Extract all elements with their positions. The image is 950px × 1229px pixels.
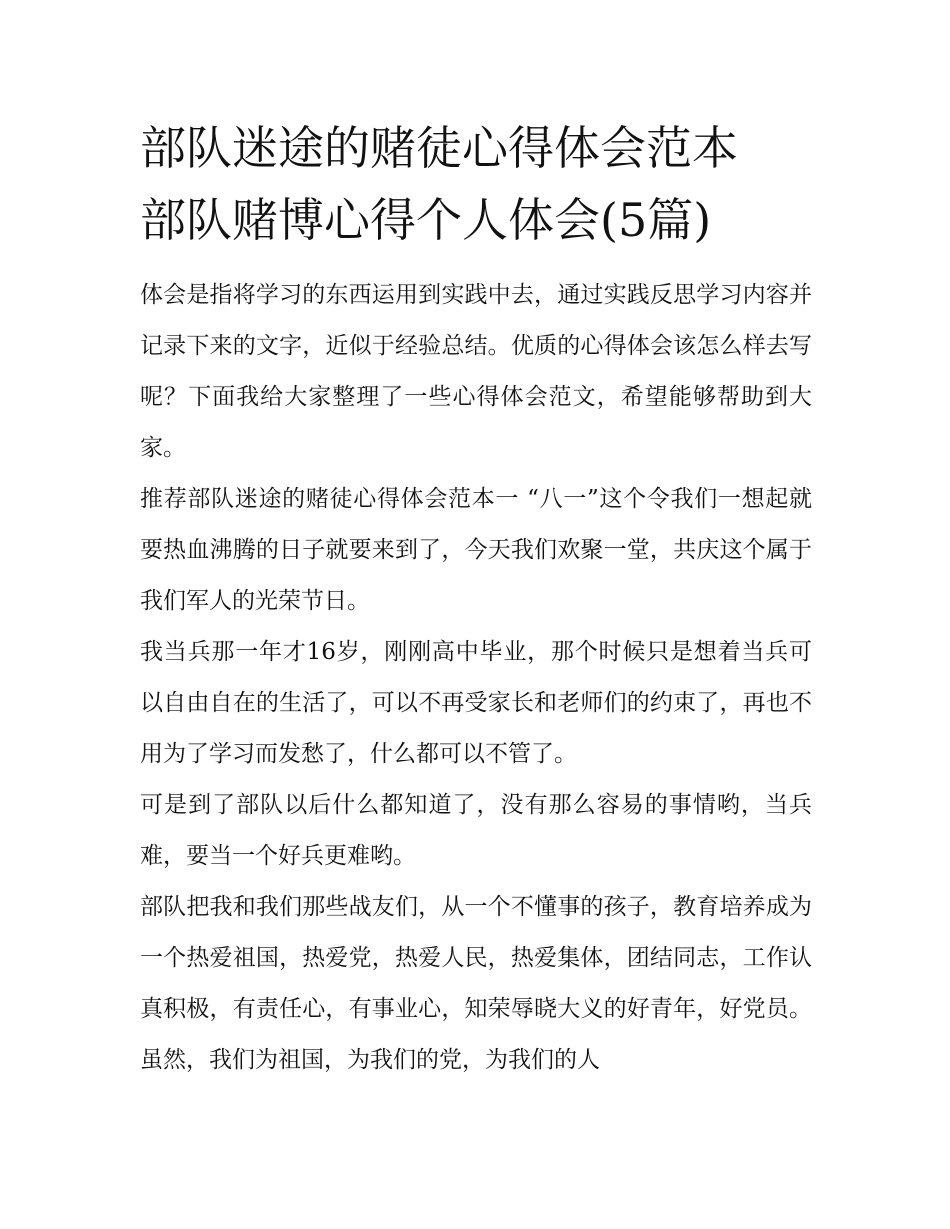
document-page <box>140 112 812 1086</box>
document-body <box>140 270 812 1086</box>
paragraph-2: 推荐部队迷途的赌徒心得体会范本一 “八一”这个令我们一想起就要热血沸腾的日子就要来到了，今天我们欢聚一堂，共庆这个属于我们军人的光荣节日。 <box>140 486 812 614</box>
paragraph-3: 我当兵那一年才16岁，刚刚高中毕业，那个时候只是想着当兵可以自由自在的生活了，可以不再受家长和老师们的约束了，再也不用为了学习而发愁了，什么都可以不管了。 <box>140 639 812 767</box>
paragraph-5: 部队把我和我们那些战友们，从一个不懂事的孩子，教育培养成为一个热爱祖国，热爱党，热爱人民，热爱集体，团结同志，工作认真积极，有责任心，有事业心，知荣辱晓大义的好青年，好党员。虽然，我们为祖国，为我们的党，为我们的人 <box>140 894 812 1073</box>
intro-paragraph: 体会是指将学习的东西运用到实践中去，通过实践反思学习内容并记录下来的文字，近似于经验总结。优质的心得体会该怎么样去写呢？下面我给大家整理了一些心得体会范文，希望能够帮助到大家。 <box>140 282 812 461</box>
title-line-1: 部队迷途的赌徒心得体会范本 <box>140 121 738 175</box>
paragraph-4: 可是到了部队以后什么都知道了，没有那么容易的事情哟，当兵难，要当一个好兵更难哟。 <box>140 792 812 869</box>
document-title <box>140 112 812 256</box>
title-line-2: 部队赌博心得个人体会(5篇) <box>140 193 712 247</box>
